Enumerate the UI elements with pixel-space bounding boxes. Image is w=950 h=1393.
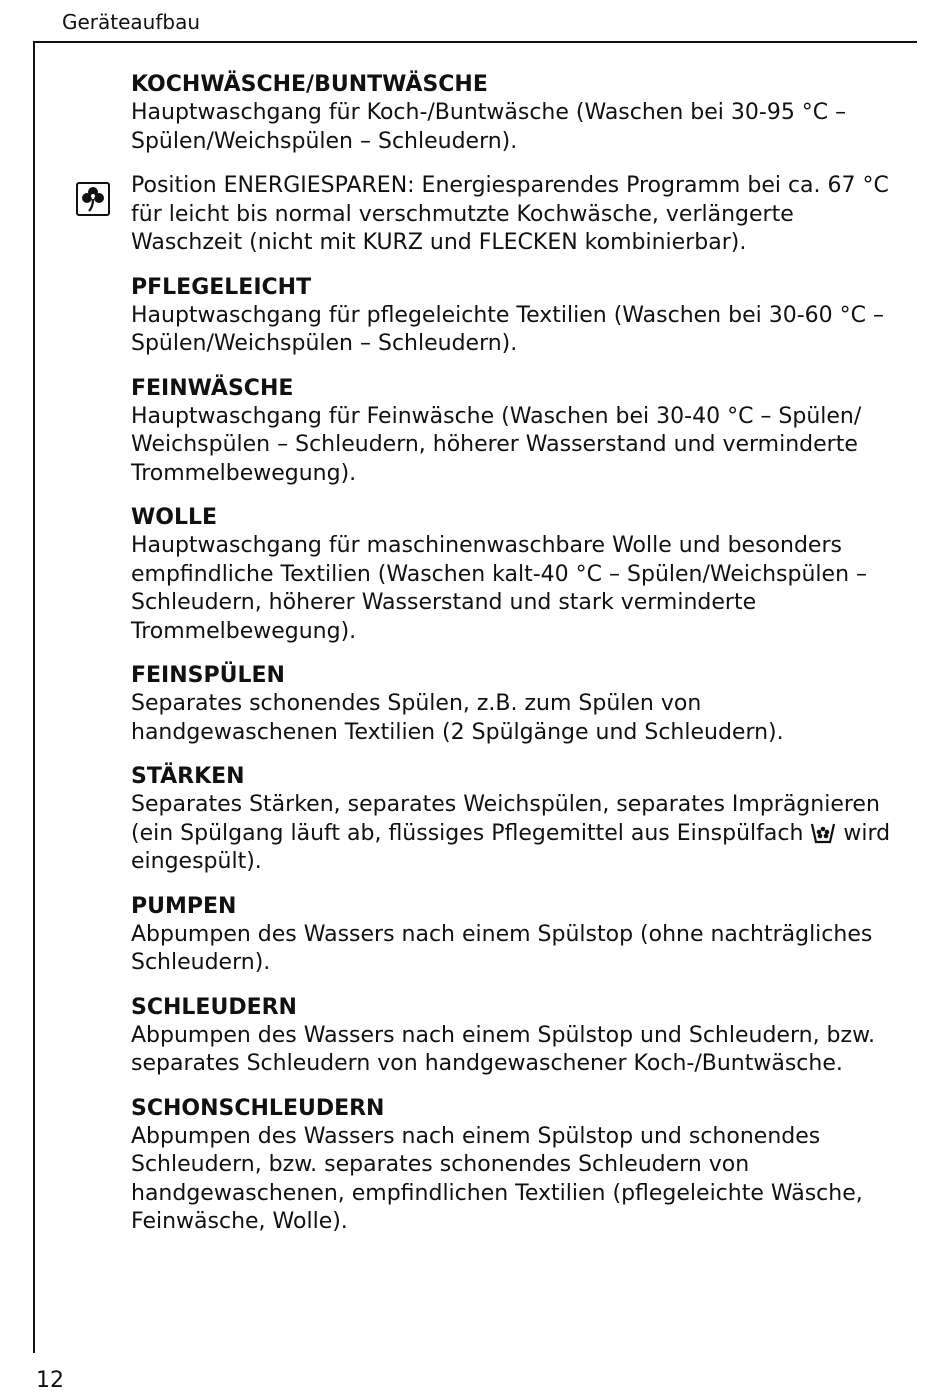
section-text: Hauptwaschgang für Koch-/Buntwäsche (Waschen bei 30-95 °C – Spülen/Weichspülen – Schleudern). bbox=[131, 100, 847, 154]
section-text: Separates schonendes Spülen, z.B. zum Spülen von handgewaschenen Textilien (2 Spülgänge und Schleudern). bbox=[131, 691, 784, 745]
section-text: Position ENERGIESPAREN: Energiesparendes Programm bei ca. 67 °C für leicht bis normal verschmutzte Kochwäsche, verlängerte Waschzeit (nicht mit KURZ und FLECKEN kombinierbar). bbox=[131, 173, 889, 255]
header-divider bbox=[33, 41, 917, 43]
section-heading: FEINSPÜLEN bbox=[131, 663, 285, 688]
section-text: Hauptwaschgang für maschinenwaschbare Wolle und besonders empfindliche Textilien (Waschen kalt-40 °C – Spülen/Weichspülen – Schleudern, höherer Wasserstand und stark verminderte Trommelbewegung). bbox=[131, 533, 868, 644]
section-feinspuelen bbox=[131, 662, 901, 747]
section-heading: PUMPEN bbox=[131, 893, 237, 919]
section-text: Abpumpen des Wassers nach einem Spülstop und Schleudern, bzw. separates Schleudern von handgewaschener Koch-/Buntwäsche. bbox=[131, 1022, 876, 1076]
page-header-title: Geräteaufbau bbox=[62, 10, 201, 34]
section-heading: SCHONSCHLEUDERN bbox=[131, 1095, 385, 1121]
section-heading: FEINWÄSCHE bbox=[131, 375, 294, 401]
section-kochwaesche bbox=[131, 71, 901, 156]
section-heading: WOLLE bbox=[131, 505, 218, 530]
document-body bbox=[131, 71, 901, 1253]
left-margin-rule bbox=[33, 41, 35, 1353]
clover-icon bbox=[76, 182, 110, 216]
section-heading: STÄRKEN bbox=[131, 764, 245, 789]
section-schonschleudern bbox=[131, 1095, 901, 1237]
section-wolle bbox=[131, 504, 901, 646]
section-staerken bbox=[131, 763, 901, 877]
section-schleudern bbox=[131, 994, 901, 1079]
section-text-part: Separates Stärken, separates Weichspülen, separates Imprägnieren (ein Spülgang läuft ab, flüssiges Pflegemittel aus Einspülfach bbox=[131, 792, 880, 846]
section-heading: KOCHWÄSCHE/BUNTWÄSCHE bbox=[131, 72, 488, 97]
section-text: Abpumpen des Wassers nach einem Spülstop (ohne nachträgliches Schleudern). bbox=[131, 921, 873, 975]
section-pumpen bbox=[131, 893, 901, 978]
page-number: 12 bbox=[36, 1368, 64, 1393]
section-pflegeleicht bbox=[131, 274, 901, 359]
section-energiesparen bbox=[131, 172, 901, 258]
section-text: Abpumpen des Wassers nach einem Spülstop und schonendes Schleudern, bzw. separates schonendes Schleudern von handgewaschenen, empfindlichen Textilien (pflegeleichte Wäsche, Feinwäsche, Wolle). bbox=[131, 1123, 863, 1234]
section-text: Hauptwaschgang für pflegeleichte Textilien (Waschen bei 30-60 °C – Spülen/Weichspülen – Schleudern). bbox=[131, 302, 884, 356]
section-text bbox=[131, 791, 901, 877]
section-feinwaesche bbox=[131, 375, 901, 489]
section-heading: SCHLEUDERN bbox=[131, 994, 297, 1020]
section-text: Hauptwaschgang für Feinwäsche (Waschen bei 30-40 °C – Spülen/ Weichspülen – Schleudern, höherer Wasserstand und verminderte Trommelbewegung). bbox=[131, 403, 862, 486]
section-text-part: wird eingespült). bbox=[131, 820, 891, 874]
section-heading: PFLEGELEICHT bbox=[131, 274, 312, 300]
softener-compartment-icon bbox=[810, 822, 836, 844]
